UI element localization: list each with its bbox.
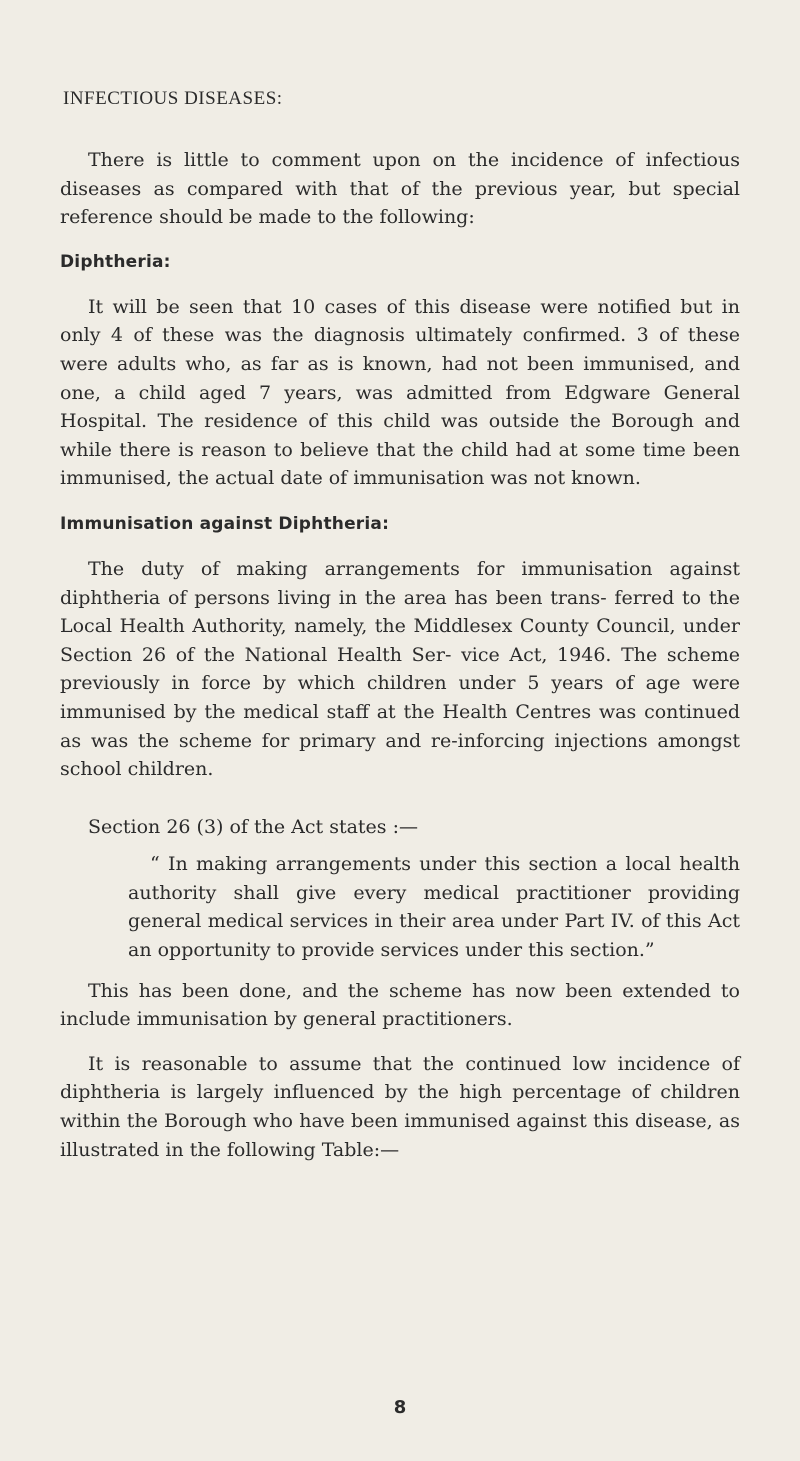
diphtheria-paragraph: It will be seen that 10 cases of this disease were notified but in only 4 of these was the diagnosis ultimately confirmed. 3 of these were adults who, as far as is known, had not been immunised, and one, a child aged 7 years, was admitted from Edgware General Hospital. The residence of this child was outside the Borough and while there is reason to believe that the child had at some time been immunised, the actual date of immunisation was not known. — [60, 295, 740, 490]
section-heading: INFECTIOUS DISEASES: — [63, 88, 283, 109]
diphtheria-heading: Diphtheria: — [60, 251, 171, 272]
statute-quote: “ In making arrangements under this section a local health authority shall give every medical practitioner providing general medical services in their area under Part IV. of this Act an opportunity to provide services under this section.” — [128, 853, 740, 962]
page-number: 8 — [393, 1397, 407, 1418]
document-page — [60, 88, 740, 1164]
after-quote-paragraph: This has been done, and the scheme has now been extended to include immunisation by general practitioners. — [60, 979, 740, 1031]
immunisation-heading: Immunisation against Diphtheria: — [60, 513, 390, 534]
section-citation: Section 26 (3) of the Act states :— — [88, 815, 418, 838]
closing-paragraph: It is reasonable to assume that the continued low incidence of diphtheria is largely influenced by the high percentage of children within the Borough who have been immunised against this disease, as illustrated in the following Table:— — [60, 1052, 740, 1161]
immunisation-paragraph: The duty of making arrangements for immunisation against diphtheria of persons living in the area has been trans- ferred to the Local Health Authority, namely, the Middlesex County Council, under Section 26 of the National Health Ser- vice Act, 1946. The scheme previously in force by which children under 5 years of age were immunised by the medical staff at the Health Centres was continued as was the scheme for primary and re-inforcing injections amongst school children. — [60, 557, 740, 781]
intro-paragraph: There is little to comment upon on the incidence of infectious diseases as compared with that of the previous year, but special reference should be made to the following: — [60, 149, 740, 229]
